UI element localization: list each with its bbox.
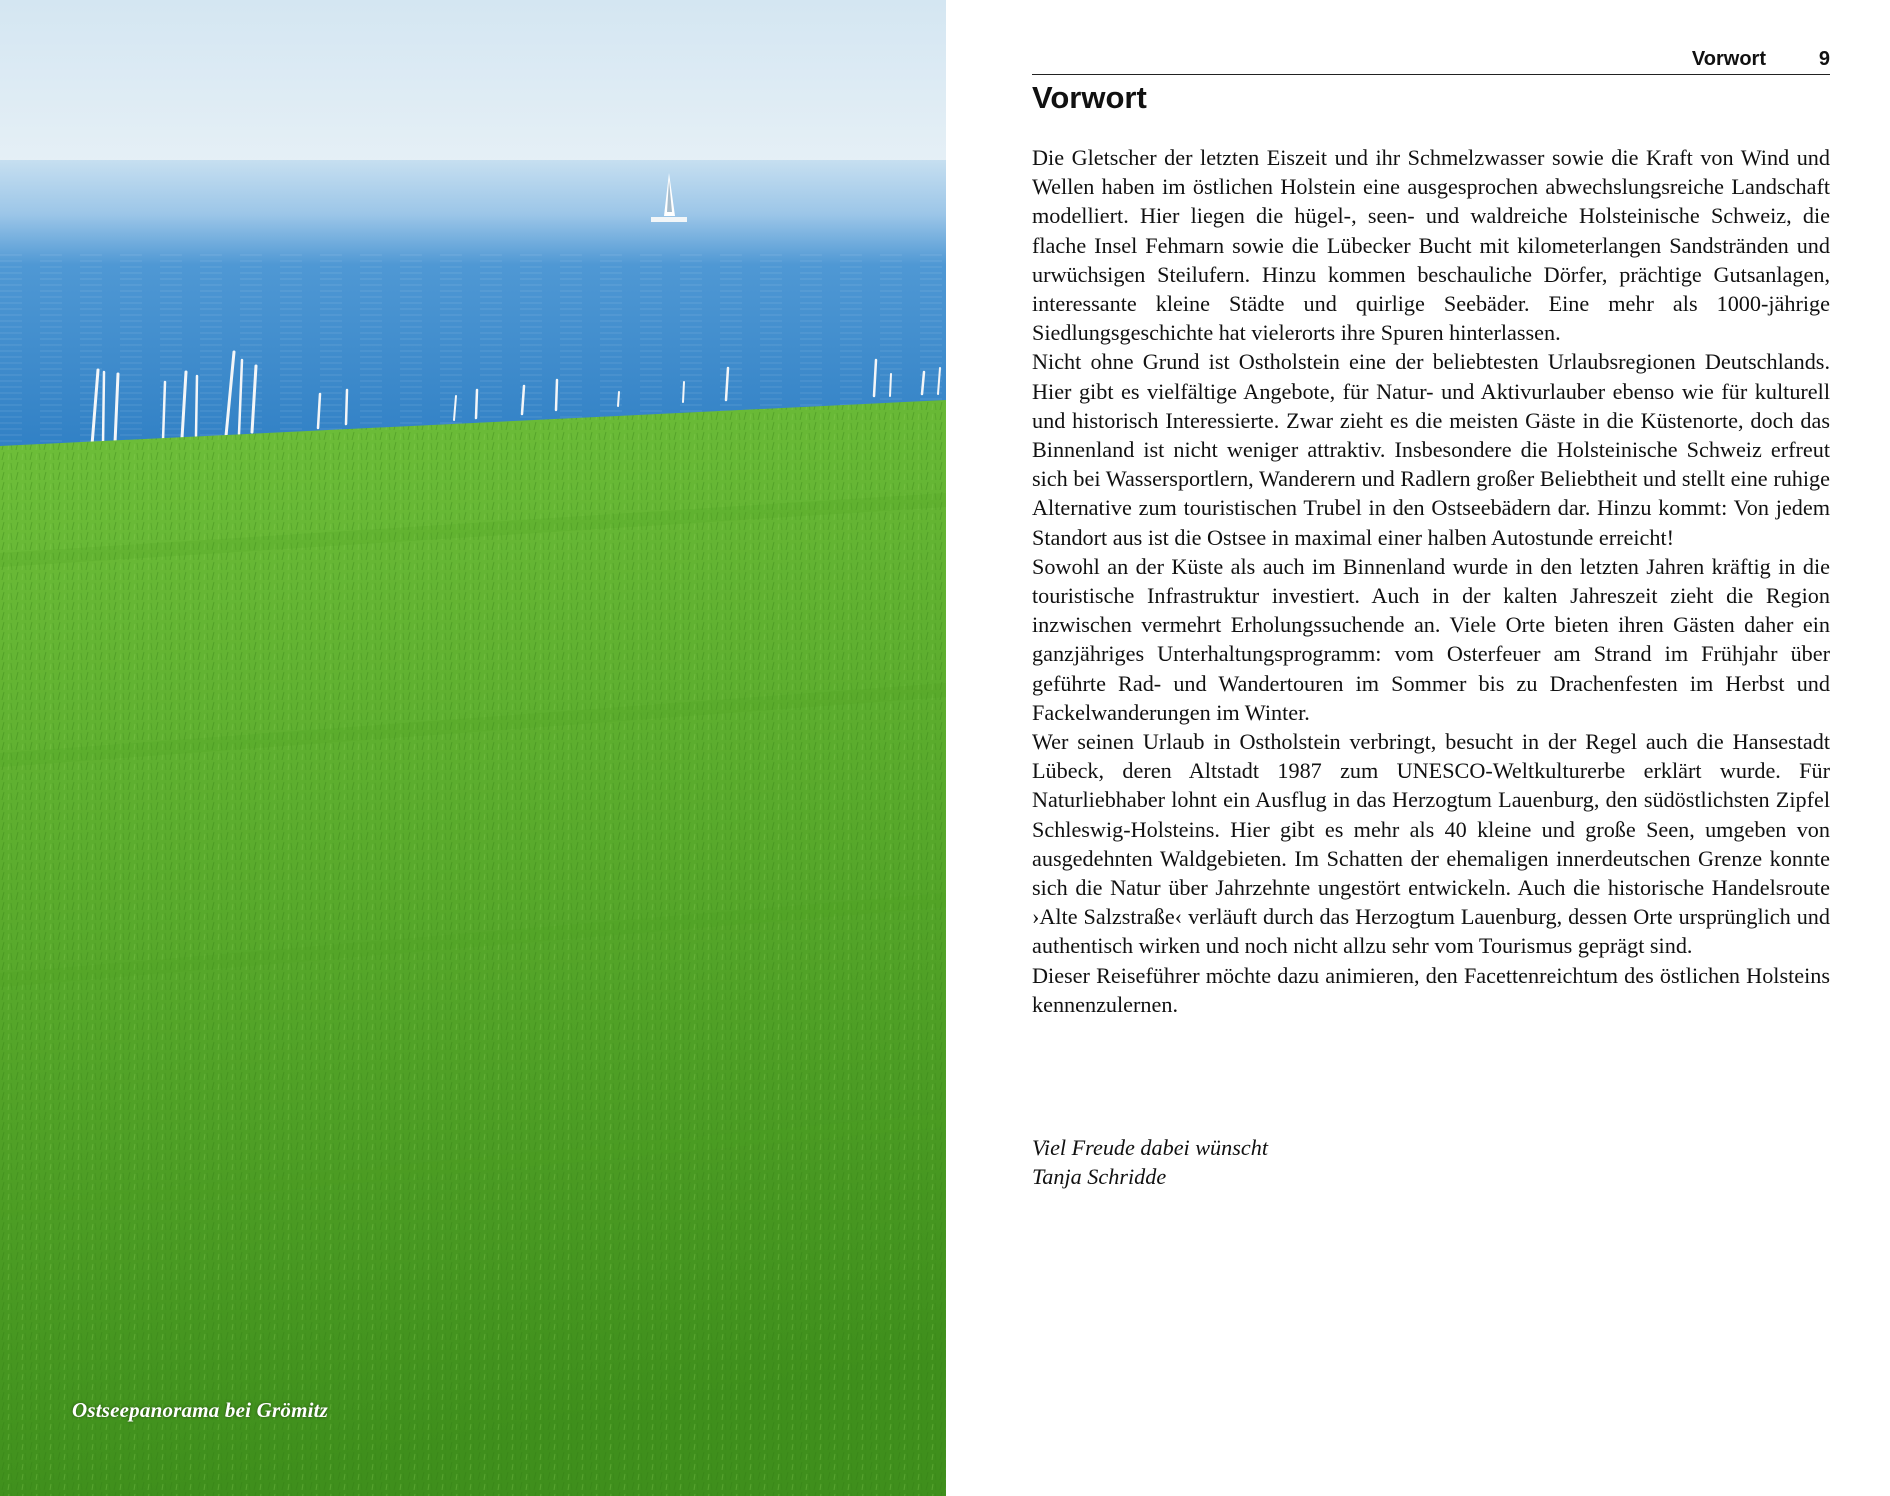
- sky: [0, 0, 946, 170]
- paragraph: Sowohl an der Küste als auch im Binnenland wurde in den letzten Jahren kräftig in die touristische Infrastruktur investiert. Auch in der kalten Jahreszeit zieht die Region inzwischen vermehrt Erholungssuchende an. Viele Orte bieten ihren Gästen daher ein ganzjähriges Unterhaltungsprogramm: vom Osterfeuer am Strand im Frühjahr über geführte Rad- und Wandertouren im Sommer bis zu Drachenfesten im Herbst und Fackelwanderungen im Winter.: [1032, 553, 1830, 725]
- body-text: [1032, 143, 1830, 1019]
- text-page: [946, 0, 1890, 1496]
- signature-greeting: Viel Freude dabei wünscht: [1032, 1135, 1268, 1160]
- paragraph: Wer seinen Urlaub in Ostholstein verbringt, besucht in der Regel auch die Hansestadt Lübeck, deren Altstadt 1987 zum UNESCO-Weltkulturerbe erklärt wurde. Für Naturliebhaber lohnt ein Ausflug in das Herzogtum Lauenburg, den südöstlichsten Zipfel Schleswig-Holsteins. Hier gibt es mehr als 40 kleine und große Seen, umgeben von ausgedehnten Waldgebieten. Im Schatten der ehemaligen innerdeutschen Grenze konnte sich die Natur über Jahrzehnte ungestört entwickeln. Auch die historische Handelsroute ›Alte Salzstraße‹ verläuft durch das Herzogtum Lauenburg, dessen Orte ursprünglich und authentisch wirken und noch nicht allzu sehr vom Tourismus geprägt sind.: [1032, 729, 1830, 959]
- paragraph: Nicht ohne Grund ist Ostholstein eine der beliebtesten Urlaubsregionen Deutschlands. Hier gibt es vielfältige Angebote, für Natur- und Aktivurlauber ebenso wie für kulturell und historisch Interessierte. Zwar zieht es die meisten Gäste in die Küstenorte, doch das Binnenland ist nicht weniger attraktiv. Insbesondere die Holsteinische Schweiz erfreut sich bei Wassersportlern, Wanderern und Radlern großer Beliebtheit und stellt eine ruhige Alternative zum touristischen Trubel in den Ostseebädern dar. Hinzu kommt: Von jedem Standort aus ist die Ostsee in maximal einer halben Autostunde erreicht!: [1032, 349, 1830, 550]
- paragraph: Die Gletscher der letzten Eiszeit und ihr Schmelzwasser sowie die Kraft von Wind und Wellen haben im östlichen Holstein eine ausgesprochen abwechslungsreiche Landschaft modelliert. Hier liegen die hügel-, seen- und waldreiche Holsteinische Schweiz, die flache Insel Fehmarn sowie die Lübecker Bucht mit kilometerlangen Sandstränden und urwüchsigen Steilufern. Hinzu kommen beschauliche Dörfer, prächtige Gutsanlagen, interessante kleine Städte und quirlige Seebäder. Eine mehr als 1000-jährige Siedlungsgeschichte hat vielerorts ihre Spuren hinterlassen.: [1032, 145, 1830, 346]
- header-section-title: Vorwort: [1691, 48, 1766, 70]
- photo-caption: Ostseepanorama bei Grömitz: [72, 1398, 329, 1422]
- signature: [1032, 1133, 1268, 1191]
- chapter-title: Vorwort: [1032, 80, 1147, 115]
- running-header: [1032, 44, 1830, 75]
- page-number: 9: [1818, 48, 1830, 70]
- paragraph: Dieser Reiseführer möchte dazu animieren, den Facettenreichtum des östlichen Holsteins kennenzulernen.: [1032, 962, 1830, 1017]
- signature-author: Tanja Schridde: [1032, 1164, 1167, 1190]
